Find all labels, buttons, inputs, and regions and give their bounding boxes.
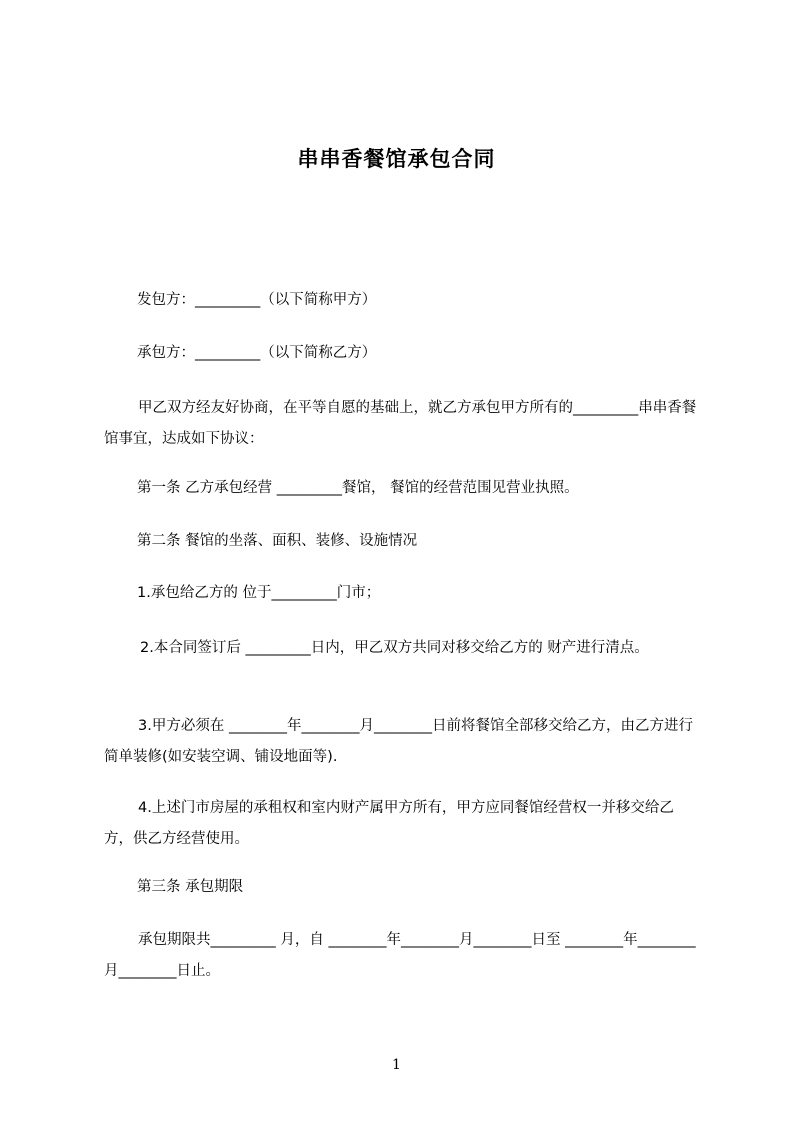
term-paragraph: 承包期限共_________ 月，自 ________年________月________日至 ________年________月________日止。 (104, 932, 696, 979)
article-3-heading: 第三条 承包期限 (137, 879, 244, 895)
article-2-item-1: 1.承包给乙方的 位于_________门市； (137, 585, 381, 601)
article-2-heading: 第二条 餐馆的坐落、面积、装修、设施情况 (137, 533, 418, 549)
preamble-paragraph: 甲乙双方经友好协商，在平等自愿的基础上，就乙方承包甲方所有的_________串串香餐馆事宜，达成如下协议： (104, 400, 697, 447)
party-a-line: 发包方：_________（以下简称甲方） (137, 292, 377, 308)
party-b-line: 承包方：_________（以下简称乙方） (137, 345, 377, 361)
page-number: 1 (392, 1057, 401, 1073)
article-2-item-2: 2.本合同签订后 _________日内，甲乙双方共同对移交给乙方的 财产进行清点。 (140, 640, 649, 656)
article-1: 第一条 乙方承包经营 _________餐馆， 餐馆的经营范围见营业执照。 (137, 480, 579, 496)
document-title: 串串香餐馆承包合同 (297, 147, 496, 171)
article-2-item-4: 4.上述门市房屋的承租权和室内财产属甲方所有，甲方应同餐馆经营权一并移交给乙方，供乙方经营使用。 (104, 800, 674, 847)
article-2-item-3: 3.甲方必须在 ________年________月________日前将餐馆全部移交给乙方，由乙方进行简单装修(如安装空调、铺设地面等). (104, 718, 693, 765)
